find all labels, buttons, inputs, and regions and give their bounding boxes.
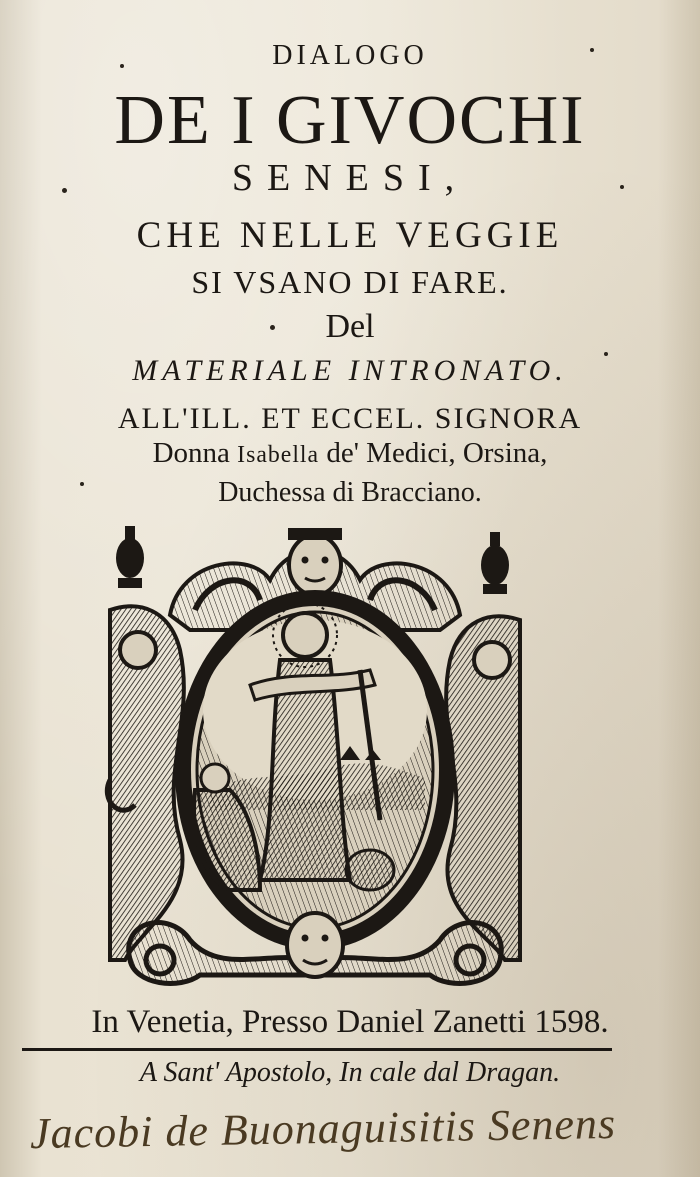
foxing-speck xyxy=(620,185,624,189)
title-dialogo: DIALOGO xyxy=(272,40,428,71)
foxing-speck xyxy=(604,352,608,356)
foxing-speck xyxy=(80,482,84,486)
imprint-line: In Venetia, Presso Daniel Zanetti 1598. xyxy=(91,1004,609,1040)
printer-address: A Sant' Apostolo, In cale dal Dragan. xyxy=(139,1057,561,1088)
ownership-inscription: Jacobi de Buonaguisitis Senens xyxy=(29,1098,617,1159)
dedicatee-given-name: Isabella xyxy=(237,442,320,468)
imprint-rule xyxy=(22,1048,612,1051)
dedicatee-name xyxy=(0,437,700,470)
dedication-line: ALL'ILL. ET ECCEL. SIGNORA xyxy=(117,402,583,435)
dedicatee-family: de' Medici, Orsina, xyxy=(319,437,548,469)
foxing-speck xyxy=(62,188,67,193)
foxing-speck xyxy=(270,325,275,330)
printers-device-woodcut xyxy=(100,520,530,990)
left-urn xyxy=(116,526,144,588)
top-mask xyxy=(288,528,342,595)
author-name: MATERIALE INTRONATO. xyxy=(132,354,568,387)
bottom-mask xyxy=(287,913,343,977)
title-subtitle-1: CHE NELLE VEGGIE xyxy=(136,215,564,256)
dedicatee-title: Duchessa di Bracciano. xyxy=(218,477,482,508)
title-senesi: SENESI, xyxy=(231,157,469,199)
right-urn xyxy=(481,532,509,594)
dedicatee-given-prefix: Donna xyxy=(152,437,238,469)
title-main: DE I GIVOCHI xyxy=(114,82,586,159)
foxing-speck xyxy=(590,48,594,52)
title-del: Del xyxy=(325,308,375,345)
foxing-speck xyxy=(120,64,124,68)
title-subtitle-2: SI VSANO DI FARE. xyxy=(191,264,509,300)
